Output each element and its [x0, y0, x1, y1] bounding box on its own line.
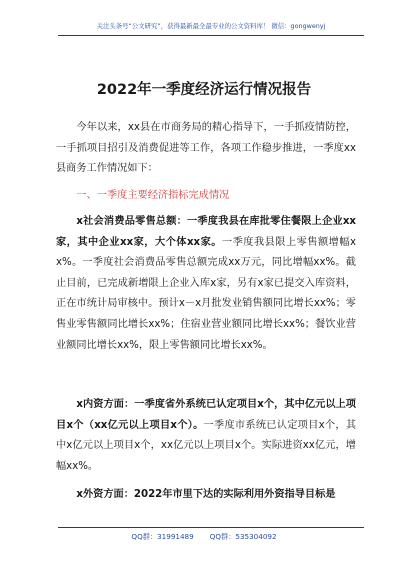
retail-paragraph — [56, 212, 356, 356]
header-note: 关注头条号“公文研究”，获得最新最全最专业的公文资料库！ 微信：gongwenyj — [96, 22, 326, 30]
intro-paragraph: 今年以来，xx县在市商务局的精心指导下，一手抓疫情防控，一手抓项目招引及消费促进等工作，各项工作稳步推进，一季度xx县商务工作情况如下： — [56, 122, 356, 175]
footer-divider — [58, 527, 364, 528]
domestic-body: 一季度市系统已认定项目x个，其中x亿元以上项目x个，xx亿元以上项目x个。实际进资xx亿元，增幅xx%。 — [56, 419, 357, 472]
footer — [0, 530, 408, 544]
footer-qq-group-1: QQ群：31991489 — [131, 532, 194, 541]
foreign-paragraph — [56, 485, 356, 506]
domestic-lead: x内资方面：一季度省外系统已认定项目x个，其中亿元以上项目x个（xx亿元以上项目x个）。 — [56, 399, 356, 431]
header-divider — [58, 35, 364, 36]
retail-lead: x社会消费品零售总额：一季度我县在库批零住餐限上企业xx家，其中企业xx家，大个体xx家。 — [56, 216, 356, 248]
footer-qq-group-2: QQ群：535304092 — [209, 532, 277, 541]
document-title: 2022年一季度经济运行情况报告 — [96, 82, 312, 98]
retail-body: 一季度我县限上零售额增幅xx%。一季度社会消费品零售总额完成xx万元，同比增幅xx%。截止目前，已完成新增限上企业入库x家，另有x家已提交入库资料，正在市统计局审核中。预计x－x月批发业销售额同比增长xx%；零售业零售额同比增长xx%；住宿业营业额同比增长xx%；餐饮业营业额同比增长xx%，限上零售额同比增长xx%。 — [56, 236, 356, 351]
section-heading: 一、一季度主要经济指标完成情况 — [76, 190, 230, 201]
foreign-lead: x外资方面：2022年市里下达的实际利用外资指导目标是 — [76, 489, 336, 500]
domestic-paragraph — [56, 395, 356, 477]
